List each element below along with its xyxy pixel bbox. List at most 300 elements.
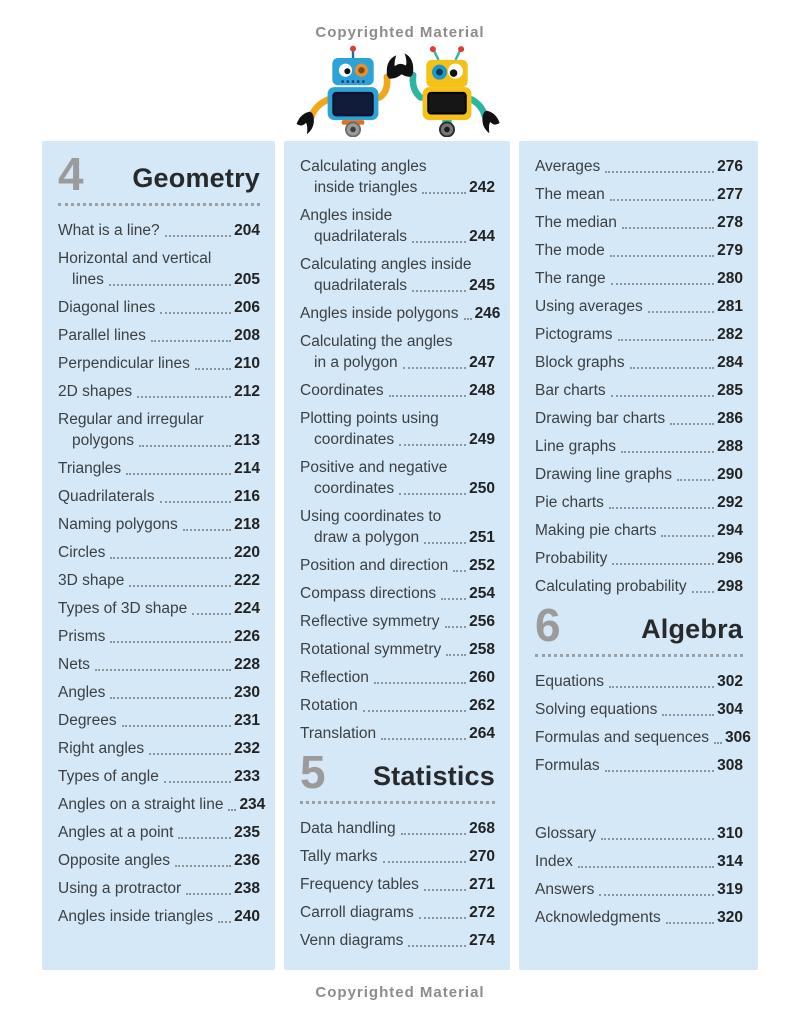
toc-entry xyxy=(535,699,743,720)
entry-text: Angles inside xyxy=(300,207,393,224)
section-number: 6 xyxy=(535,599,561,651)
entry-text: Equations xyxy=(535,672,604,690)
entry-page: 240 xyxy=(234,907,260,925)
section-dotted-rule xyxy=(300,801,495,804)
entry-leader xyxy=(610,199,714,201)
entry-text: The range xyxy=(535,270,606,287)
toc-entry xyxy=(58,248,260,290)
entry-leader xyxy=(714,742,722,744)
entry-page: 294 xyxy=(717,522,743,539)
entry-text: Types of 3D shape xyxy=(58,599,188,617)
entry-leader xyxy=(601,838,714,840)
entry-leader xyxy=(446,654,466,656)
toc-entry xyxy=(300,156,495,198)
entry-leader xyxy=(630,367,715,369)
entry-leader xyxy=(422,192,466,194)
toc-entry xyxy=(58,626,260,647)
entry-page: 288 xyxy=(717,438,743,455)
entry-text: Quadrilaterals xyxy=(58,487,155,505)
entry-leader xyxy=(129,585,231,587)
toc-entry xyxy=(300,583,495,604)
entry-text: Parallel lines xyxy=(58,326,146,344)
entry-text: The mean xyxy=(535,186,605,203)
entry-page: 256 xyxy=(469,613,495,630)
entry-text: The mode xyxy=(535,242,605,259)
entry-page: 231 xyxy=(234,711,260,729)
entry-leader xyxy=(122,725,232,727)
entry-leader xyxy=(165,235,231,237)
toc-entry xyxy=(58,766,260,787)
entry-text: Diagonal lines xyxy=(58,298,156,316)
entry-leader xyxy=(605,770,715,772)
toc-entry xyxy=(300,457,495,499)
copyright-bottom-label: Copyrighted Material xyxy=(315,983,485,1001)
entry-leader xyxy=(389,395,467,397)
entry-text: Plotting points using xyxy=(300,410,439,427)
entry-page: 250 xyxy=(469,480,495,497)
entry-leader xyxy=(666,922,714,924)
entry-text: What is a line? xyxy=(58,221,160,239)
toc-column xyxy=(42,141,275,970)
toc-entry xyxy=(300,380,495,401)
entry-text: Calculating angles inside xyxy=(300,256,472,273)
entry-leader xyxy=(677,479,714,481)
entry-page: 230 xyxy=(234,683,260,701)
entry-text: Block graphs xyxy=(535,354,625,371)
entry-page: 236 xyxy=(234,851,260,869)
entry-leader xyxy=(186,893,231,895)
entry-text: coordinates xyxy=(314,480,395,497)
entry-text: Using a protractor xyxy=(58,879,182,897)
entry-text: Nets xyxy=(58,655,90,673)
entry-page: 280 xyxy=(717,270,743,287)
toc-entry xyxy=(58,486,260,507)
toc-entry xyxy=(300,205,495,247)
entry-page: 233 xyxy=(234,767,260,785)
entry-leader xyxy=(228,809,236,811)
entry-text: Translation xyxy=(300,725,377,742)
entry-text: Probability xyxy=(535,550,608,567)
entry-text: Regular and irregular xyxy=(58,410,204,428)
entry-leader xyxy=(609,686,714,688)
entry-page: 251 xyxy=(469,529,495,546)
blue-robot-icon xyxy=(297,46,407,137)
section-title: Algebra xyxy=(641,613,743,644)
entry-text: The median xyxy=(535,214,617,231)
toc-entry xyxy=(300,723,495,744)
toc-entry xyxy=(58,297,260,318)
entry-leader xyxy=(160,501,232,503)
entry-text: Glossary xyxy=(535,824,597,842)
entry-page: 249 xyxy=(469,431,495,448)
section-header xyxy=(535,599,743,657)
entry-leader xyxy=(381,738,466,740)
toc-entry xyxy=(535,408,743,429)
toc-entry xyxy=(535,520,743,541)
entry-leader xyxy=(175,865,231,867)
entry-page: 226 xyxy=(234,627,260,645)
entry-page: 258 xyxy=(469,641,495,658)
entry-leader xyxy=(110,641,231,643)
entry-leader xyxy=(178,837,231,839)
toc-entry xyxy=(535,240,743,261)
entry-leader xyxy=(605,171,714,173)
entry-text: 2D shapes xyxy=(58,382,133,400)
entry-leader xyxy=(441,598,466,600)
entry-text: Angles inside triangles xyxy=(58,907,214,925)
entry-text: Reflective symmetry xyxy=(300,613,440,630)
entry-page: 320 xyxy=(717,908,743,926)
entry-page: 270 xyxy=(469,847,495,865)
entry-text: lines xyxy=(72,270,104,288)
entry-leader xyxy=(401,833,466,835)
entry-page: 298 xyxy=(717,578,743,595)
toc-entry xyxy=(58,710,260,731)
entry-page: 234 xyxy=(239,795,266,813)
entry-leader xyxy=(192,613,231,615)
section-number: 5 xyxy=(300,746,326,798)
entry-page: 224 xyxy=(234,599,260,617)
toc-entry xyxy=(58,325,260,346)
toc-entry xyxy=(535,464,743,485)
toc-entry xyxy=(535,671,743,692)
entry-leader xyxy=(110,697,231,699)
entry-page: 245 xyxy=(469,277,495,294)
entry-page: 310 xyxy=(717,824,743,842)
toc-entry xyxy=(535,851,743,872)
entry-text: Drawing bar charts xyxy=(535,410,666,427)
toc-entry xyxy=(300,331,495,373)
toc-entry xyxy=(300,846,495,867)
toc-entry xyxy=(300,408,495,450)
entry-text: Angles inside polygons xyxy=(300,305,459,322)
entry-page: 206 xyxy=(234,298,260,316)
entry-text: quadrilaterals xyxy=(314,277,408,294)
entry-text: Formulas and sequences xyxy=(535,728,710,746)
entry-leader xyxy=(419,917,466,919)
entry-page: 232 xyxy=(234,739,260,757)
entry-page: 220 xyxy=(234,543,260,561)
entry-leader xyxy=(137,396,231,398)
toc-entry xyxy=(535,156,743,177)
toc-entry xyxy=(300,639,495,660)
entry-page: 308 xyxy=(717,756,743,774)
toc-entry xyxy=(300,930,495,951)
toc-entry xyxy=(535,324,743,345)
toc-entry xyxy=(535,296,743,317)
robots-illustration xyxy=(0,43,800,141)
entry-page: 274 xyxy=(469,931,495,949)
entry-text: Using coordinates to xyxy=(300,508,442,525)
entry-text: Positive and negative xyxy=(300,459,448,476)
toc-entry xyxy=(58,906,260,927)
toc-entry xyxy=(535,548,743,569)
yellow-robot-icon xyxy=(394,46,499,136)
toc-entry xyxy=(535,823,743,844)
entry-leader xyxy=(692,591,714,593)
toc-entry xyxy=(58,570,260,591)
entry-leader xyxy=(151,340,231,342)
entry-text: Naming polygons xyxy=(58,515,178,533)
toc-entry xyxy=(535,576,743,597)
entry-text: Opposite angles xyxy=(58,851,171,869)
entry-leader xyxy=(424,542,466,544)
entry-leader xyxy=(109,284,231,286)
entry-page: 228 xyxy=(234,655,260,673)
entry-page: 290 xyxy=(717,466,743,483)
entry-page: 319 xyxy=(717,880,743,898)
entry-page: 212 xyxy=(234,382,260,400)
entry-text: Angles xyxy=(58,683,106,701)
entry-text: Reflection xyxy=(300,669,369,686)
entry-leader xyxy=(445,626,467,628)
entry-text: Perpendicular lines xyxy=(58,354,190,372)
entry-page: 214 xyxy=(234,459,260,477)
entry-page: 281 xyxy=(717,298,743,315)
entry-page: 238 xyxy=(234,879,260,897)
toc-entry xyxy=(300,667,495,688)
entry-text: Data handling xyxy=(300,819,396,837)
toc-entry xyxy=(535,755,743,776)
entry-text: Types of angle xyxy=(58,767,159,785)
toc-entry xyxy=(300,695,495,716)
toc-entry xyxy=(535,380,743,401)
entry-leader xyxy=(424,889,466,891)
entry-page: 286 xyxy=(717,410,743,427)
section-dotted-rule xyxy=(535,654,743,657)
entry-leader xyxy=(374,682,466,684)
toc-spacer xyxy=(535,783,743,823)
entry-leader xyxy=(618,339,715,341)
entry-page: 276 xyxy=(717,158,743,175)
entry-text: Coordinates xyxy=(300,382,384,399)
entry-page: 216 xyxy=(234,487,260,505)
entry-leader xyxy=(453,570,466,572)
entry-page: 314 xyxy=(717,852,743,870)
entry-text: Drawing line graphs xyxy=(535,466,672,483)
entry-text: Line graphs xyxy=(535,438,617,455)
entry-leader xyxy=(611,395,714,397)
entry-leader xyxy=(408,945,466,947)
entry-page: 205 xyxy=(234,270,260,288)
entry-text: Angles on a straight line xyxy=(58,795,224,813)
entry-page: 222 xyxy=(234,571,260,589)
toc-entry xyxy=(535,184,743,205)
toc-entry xyxy=(535,879,743,900)
entry-page: 246 xyxy=(474,305,501,322)
entry-leader xyxy=(383,861,467,863)
entry-text: quadrilaterals xyxy=(314,228,408,245)
entry-text: Position and direction xyxy=(300,557,449,574)
robot-pair-icon xyxy=(295,43,505,137)
entry-text: inside triangles xyxy=(314,179,418,196)
entry-leader xyxy=(195,368,231,370)
entry-leader xyxy=(399,444,466,446)
entry-text: Pictograms xyxy=(535,326,613,343)
entry-leader xyxy=(149,753,231,755)
toc-entry xyxy=(300,874,495,895)
toc-entry xyxy=(535,268,743,289)
section-title: Statistics xyxy=(372,760,495,791)
entry-page: 262 xyxy=(469,697,495,714)
toc-entry xyxy=(58,514,260,535)
toc-entry xyxy=(58,654,260,675)
toc-entry xyxy=(535,436,743,457)
entry-leader xyxy=(648,311,714,313)
copyright-top-label: Copyrighted Material xyxy=(315,24,485,41)
entry-text: coordinates xyxy=(314,431,395,448)
entry-leader xyxy=(95,669,231,671)
toc-entry xyxy=(300,818,495,839)
entry-text: Using averages xyxy=(535,298,643,315)
toc xyxy=(0,141,800,970)
entry-text: Frequency tables xyxy=(300,875,419,893)
entry-text: Acknowledgments xyxy=(535,908,661,926)
entry-text: Tally marks xyxy=(300,847,378,865)
entry-text: Averages xyxy=(535,158,601,175)
entry-leader xyxy=(670,423,714,425)
toc-entry xyxy=(300,555,495,576)
toc-entry xyxy=(58,458,260,479)
entry-text: draw a polygon xyxy=(314,529,420,546)
entry-page: 235 xyxy=(234,823,260,841)
toc-entry xyxy=(535,352,743,373)
entry-text: Calculating probability xyxy=(535,578,687,595)
toc-entry xyxy=(58,409,260,451)
toc-entry xyxy=(300,506,495,548)
entry-page: 282 xyxy=(717,326,743,343)
entry-text: Rotation xyxy=(300,697,358,714)
entry-text: Making pie charts xyxy=(535,522,657,539)
entry-leader xyxy=(363,710,466,712)
toc-entry xyxy=(535,727,751,748)
toc-entry xyxy=(58,542,260,563)
toc-entry xyxy=(58,822,260,843)
entry-text: Venn diagrams xyxy=(300,931,404,949)
toc-entry xyxy=(300,611,495,632)
entry-leader xyxy=(183,529,231,531)
toc-entry xyxy=(58,738,260,759)
entry-leader xyxy=(110,557,231,559)
entry-leader xyxy=(610,255,714,257)
entry-leader xyxy=(412,241,466,243)
section-title: Geometry xyxy=(132,162,260,193)
entry-text: Bar charts xyxy=(535,382,606,399)
entry-page: 218 xyxy=(234,515,260,533)
toc-entry xyxy=(58,794,266,815)
entry-leader xyxy=(599,894,714,896)
entry-text: Degrees xyxy=(58,711,117,729)
entry-page: 204 xyxy=(234,221,260,239)
entry-page: 284 xyxy=(717,354,743,371)
toc-entry xyxy=(58,381,260,402)
entry-page: 278 xyxy=(717,214,743,231)
entry-leader xyxy=(464,318,472,320)
entry-text: Pie charts xyxy=(535,494,604,511)
entry-text: Angles at a point xyxy=(58,823,174,841)
section-number: 4 xyxy=(58,148,84,200)
entry-page: 304 xyxy=(717,700,743,718)
toc-entry xyxy=(535,492,743,513)
entry-text: in a polygon xyxy=(314,354,398,371)
entry-leader xyxy=(126,473,231,475)
toc-entry xyxy=(300,254,495,296)
entry-page: 292 xyxy=(717,494,743,511)
section-dotted-rule xyxy=(58,203,260,206)
entry-page: 268 xyxy=(469,819,495,837)
toc-entry xyxy=(58,220,260,241)
entry-page: 285 xyxy=(717,382,743,399)
toc-entry xyxy=(58,850,260,871)
section-header xyxy=(58,148,260,206)
entry-page: 252 xyxy=(469,557,495,574)
entry-text: Circles xyxy=(58,543,106,561)
entry-text: Formulas xyxy=(535,756,600,774)
toc-entry xyxy=(58,682,260,703)
entry-leader xyxy=(412,290,466,292)
entry-text: 3D shape xyxy=(58,571,125,589)
toc-column xyxy=(284,141,510,970)
entry-page: 296 xyxy=(717,550,743,567)
entry-page: 248 xyxy=(469,382,495,399)
entry-text: Calculating the angles xyxy=(300,333,453,350)
entry-leader xyxy=(578,866,714,868)
toc-entry xyxy=(300,303,501,324)
entry-text: Calculating angles xyxy=(300,158,427,175)
entry-leader xyxy=(661,535,714,537)
entry-text: Rotational symmetry xyxy=(300,641,442,658)
entry-leader xyxy=(403,367,467,369)
entry-leader xyxy=(611,283,714,285)
entry-text: Prisms xyxy=(58,627,106,645)
entry-page: 210 xyxy=(234,354,260,372)
entry-page: 244 xyxy=(469,228,495,245)
entry-leader xyxy=(399,493,466,495)
toc-entry xyxy=(535,212,743,233)
entry-page: 271 xyxy=(469,875,495,893)
entry-page: 254 xyxy=(469,585,495,602)
entry-leader xyxy=(621,451,714,453)
entry-page: 242 xyxy=(469,179,495,196)
toc-entry xyxy=(58,598,260,619)
entry-page: 208 xyxy=(234,326,260,344)
entry-page: 272 xyxy=(469,903,495,921)
entry-leader xyxy=(622,227,714,229)
entry-text: Horizontal and vertical xyxy=(58,249,212,267)
entry-page: 277 xyxy=(717,186,743,203)
entry-page: 302 xyxy=(717,672,743,690)
entry-page: 264 xyxy=(469,725,495,742)
toc-entry xyxy=(58,878,260,899)
entry-text: Solving equations xyxy=(535,700,658,718)
entry-text: Answers xyxy=(535,880,595,898)
toc-column xyxy=(519,141,758,970)
entry-leader xyxy=(160,312,231,314)
entry-text: polygons xyxy=(72,431,135,449)
entry-text: Right angles xyxy=(58,739,145,757)
entry-text: Triangles xyxy=(58,459,122,477)
toc-entry xyxy=(535,907,743,928)
toc-entry xyxy=(58,353,260,374)
entry-leader xyxy=(218,921,231,923)
entry-page: 279 xyxy=(717,242,743,259)
entry-page: 213 xyxy=(234,431,260,449)
entry-page: 306 xyxy=(725,728,751,746)
entry-page: 260 xyxy=(469,669,495,686)
entry-leader xyxy=(612,563,714,565)
entry-leader xyxy=(139,445,231,447)
entry-text: Carroll diagrams xyxy=(300,903,414,921)
